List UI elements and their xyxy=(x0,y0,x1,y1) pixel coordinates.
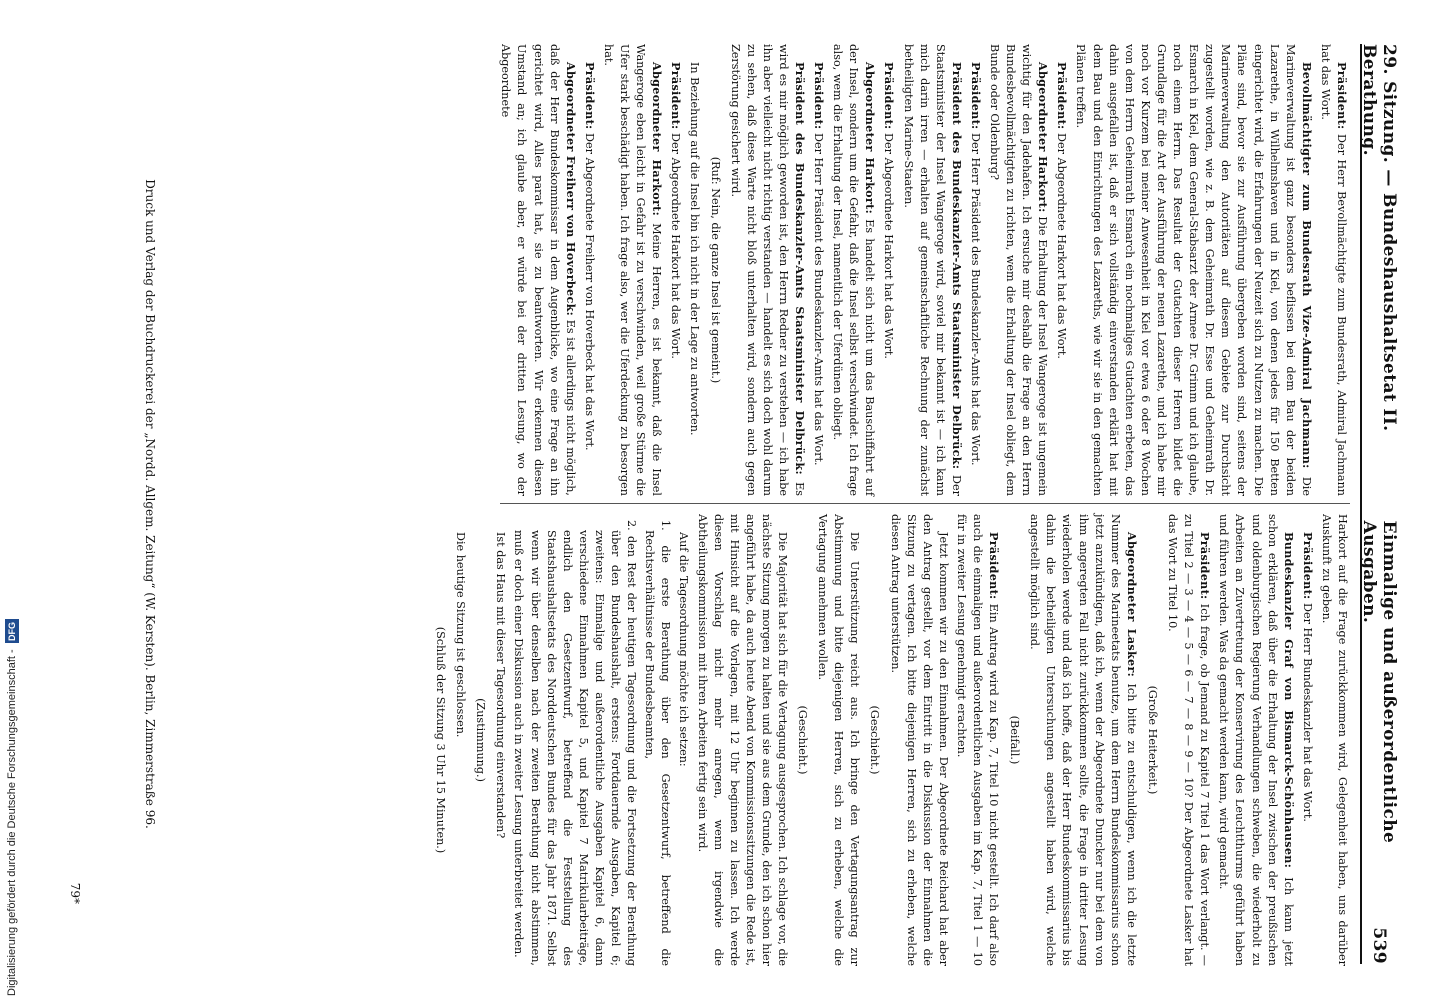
paragraph-text: Die heutige Sitzung ist geschlossen. xyxy=(454,532,468,738)
speaker-name: Abgeordneter Harkort: xyxy=(863,62,878,215)
paragraph-text: Ich kann jetzt schon erklären, daß über die Erhaltung der Insel zwischen der preußischen und oldenburgischen Regierung Verhandlungen schweben, die wiederholt zu Arbeiten an Zuvertretung der Konservirung des Leuchtthurms geführt haben und führen werden. Was da gemacht werden kann, wird gemacht. xyxy=(1217,514,1295,966)
paragraph xyxy=(880,44,897,496)
speaker-name: Präsident: xyxy=(1198,532,1213,600)
paragraph xyxy=(510,514,639,966)
paragraph-text: Die Erhaltung der Insel Wangeroge ist ungemein wichtig für den Jadehafen. Ich ersuche mir deshalb die Frage an den Herrn Bundesbevollmächtigten zu richten, wem die Erhaltung der Insel obliegt, dem Bunde oder Oldenburg? xyxy=(988,44,1050,496)
paragraph xyxy=(794,514,810,966)
paragraph-text: Es ist allerdings nicht möglich, daß der Herr Bundeskommissar in dem Augenblicke, wo eine Frage an ihn gerichtet wird, Alles parat hat, sie zu beantworten. Wir erkennen diesen Umstand an; ich glaube aber, er würde bei der dritten Lesung, wo der Abgeordnete xyxy=(499,44,577,496)
speaker-name: Präsident: xyxy=(1300,532,1315,600)
signature-mark: 79* xyxy=(68,882,82,904)
digitization-text: Digitalisierung gefördert durch die Deutsche Forschungsgemeinschaft - xyxy=(6,649,18,996)
column-divider xyxy=(500,503,1350,504)
left-column xyxy=(495,44,1350,496)
speaker-name: Präsident des Bundeskanzler-Amts Staatsminister Delbrück: xyxy=(949,62,964,470)
paragraph xyxy=(472,514,488,966)
paragraph xyxy=(886,514,950,966)
paragraph xyxy=(667,44,684,496)
paragraph xyxy=(829,44,878,496)
paragraph xyxy=(866,514,882,966)
paragraph xyxy=(686,44,702,496)
paragraph-text: (Schluß der Sitzung 3 Uhr 15 Minuten.) xyxy=(434,626,448,854)
paragraph xyxy=(1318,514,1350,966)
paragraph-text: Die Majorität hat sich für die Vertagung ausgesprochen. Ich schlage vor, die nächste Sitzung morgen zu halten und sie aus dem Grunde, den ich schon hier angeführt habe, da auch heute Abend von Kommissionssitzungen die Rede ist, mit Hinsicht auf die Vorlagen, mit 12 Uhr beginnen zu lassen. Ich werde diesen Vorschlag nicht mehr anregen, wenn irgendwie die Abtheilungskommission mit ihren Arbeiten fertig sein wird. xyxy=(695,514,789,966)
paragraph xyxy=(953,514,1002,966)
paragraph-text: Harkort auf die Frage zurückkommen wird, Gelegenheit haben, uns darüber Auskunft zu geben. xyxy=(1319,514,1349,966)
paragraph xyxy=(1299,514,1316,966)
speaker-name: Präsident: xyxy=(968,62,983,130)
header-left-title: 29. Sitzung. — Bundeshaushaltsetat II. Berathung. xyxy=(1359,44,1399,432)
paragraph-text: Der Herr Bundeskanzler hat das Wort. xyxy=(1300,603,1314,822)
paragraph-text: (Große Heiterkeit.) xyxy=(1145,685,1159,795)
speaker-name: Präsident: xyxy=(1055,62,1070,130)
speaker-name: Bundeskanzler Graf von Bismarck-Schönhausen: xyxy=(1281,532,1296,869)
paragraph-text: Der Staatsminister der Insel Wangeroge wird, soviel mir bekannt ist — ich kann mich darin irren — erhalten auf gemeinschaftliche Rechnung der zunächst betheiligten Marine-Staaten. xyxy=(901,44,963,496)
paragraph xyxy=(727,44,808,496)
speaker-name: Bevollmächtigter zum Bundesrath Vize-Admiral Jachmann: xyxy=(1299,62,1314,469)
paragraph-text: (Ruf: Nein, die ganze Insel ist gemeint.) xyxy=(708,156,722,384)
speaker-name: Präsident: xyxy=(882,62,897,130)
page-number: 539 xyxy=(1369,927,1389,964)
paragraph xyxy=(1215,514,1296,966)
speaker-name: Präsident des Bundeskanzler-Amts Staatsminister Delbrück: xyxy=(793,62,807,475)
paragraph xyxy=(706,44,722,496)
paragraph xyxy=(1317,44,1350,496)
speaker-name: Präsident: xyxy=(669,62,684,130)
paragraph xyxy=(452,514,468,966)
printer-imprint: Druck und Verlag der Buchdruckerei der „Nordd. Allgem. Zeitung“ (W. Kersten). Berlin, Zimmerstraße 96. xyxy=(143,179,157,829)
speaker-name: Abgeordneter Lasker: xyxy=(1124,532,1139,678)
paragraph xyxy=(675,514,691,966)
paragraph xyxy=(693,514,790,966)
paragraph-text: Die Marineverwaltung ist ganz besonders beflissen bei dem Bau der beiden Lazarethe, in Wilhelmshaven und in Kiel, von denen jedes für 150 Betten eingerichtet wird, die Erfahrungen der Neuzeit sich zu Nutzen zu machen. Die Pläne sind, bevor sie zur Ausführung übergeben worden sind, seitens der Marineverwaltung den Autoritäten auf diesem Gebiete zur Durchsicht zugestellt worden, wie z. B. dem Geheimrath Dr. Esse und Geheimrath Dr. Esmarch in Kiel, dem General-Stabsarzt der Armee Dr. Grimm und ich glaube, noch einem Herrn. Das Resultat der Gutachten dieser Herren bildet die Grundlage für die Art der Ausführung der neuen Lazarethe, und ich habe mir noch vor Kurzem bei meiner Anwesenheit in Kiel vor etwa 6 oder 8 Wochen von dem Herrn Geheimrath Esmarch ein nochmaliges Gutachten erbeten, das dahin ausgefallen ist, daß er sich vollständig einverstanden erklärt hat mit dem Bau und den Einrichtungen des Lazareths, wie wir sie in den gemachten Plänen treffen. xyxy=(1074,44,1313,496)
paragraph-text: Der Herr Bevollmächtigte zum Bundesrath, Admiral Jachmann hat das Wort. xyxy=(1318,44,1348,496)
paragraph-text: Der Herr Präsident des Bundeskanzler-Amts hat das Wort. xyxy=(812,133,826,466)
paragraph-text: Es handelt sich nicht um das Bauschiffahrt auf der Insel, sondern um die Gefahr, daß die Insel selbst verschwindet. Ich frage also, wem die Erhaltung der Insel, namentlich der Uferdünen obliegt. xyxy=(831,44,877,497)
speaker-name: Abgeordneter Freiherr von Hoverbeck: xyxy=(563,62,578,317)
paragraph-text: (Zustimmung.) xyxy=(474,698,488,782)
paragraph xyxy=(641,514,673,966)
paragraph xyxy=(432,514,448,966)
paragraph xyxy=(967,44,984,496)
paragraph xyxy=(899,44,964,496)
paragraph-text: Der Abgeordnete Harkort hat das Wort. xyxy=(882,133,896,359)
paragraph-text: (Geschieht.) xyxy=(796,705,810,775)
paragraph xyxy=(1072,44,1314,496)
paragraph-text: Der Herr Präsident des Bundeskanzler-Amts hat das Wort. xyxy=(968,133,982,466)
paragraph-text: Der Abgeordnete Freiherr von Hoverbeck hat das Wort. xyxy=(582,133,596,451)
paragraph-text: (Beifall.) xyxy=(1008,715,1022,765)
digitization-note xyxy=(4,586,20,996)
paragraph xyxy=(1006,514,1022,966)
paragraph xyxy=(1026,514,1140,966)
paragraph xyxy=(814,514,862,966)
dfg-logo: DFG xyxy=(5,619,19,643)
speaker-name: Präsident: xyxy=(582,62,597,130)
paragraph xyxy=(581,44,598,496)
paragraph-text: Ich bitte zu entschuldigen, wenn ich die letzte Nummer des Marineetats benutze, um dem Herrn Bundeskommissarius schon jetzt anzukündigen, daß ich, wenn der Abgeordnete Duncker nur bei dem von ihm angeregten Fall nicht zurückkommen sollte, die Frage in dritter Lesung wiederholen werde und daß ich hoffe, daß der Herr Bundeskommissarius bis dahin die betheiligten Untersuchungen angestellt haben wird, welche angestellt möglich sind. xyxy=(1028,514,1138,966)
paragraph xyxy=(492,514,508,966)
paragraph-text: Auf die Tagesordnung möchte ich setzen: xyxy=(677,532,691,767)
paragraph-text: Ist das Haus mit dieser Tagesordnung einverstanden? xyxy=(494,532,508,839)
paragraph-text: Meine Herren, es ist bekannt, daß die Insel Wangeroge eben leicht in Gefahr ist zu verschwinden, weil große Stürme die Ufer stark beschädigt haben. Ich frage also, wer die Uferdeckung zu besorgen hat. xyxy=(601,44,664,496)
paragraph-text: Es wird es mir möglich geworden ist, den Herrn Redner zu verstehen — ich habe ihn aber vielleicht nicht richtig verstanden — handelt es sich doch wohl darum zu sehen, daß diese Warte nicht bloß unterhalten wird, sondern auch gegen Zerstörung gesichert wird. xyxy=(728,44,806,496)
paragraph-text: (Geschieht.) xyxy=(868,705,882,775)
paragraph xyxy=(1144,514,1160,966)
paragraph xyxy=(497,44,578,496)
page-header xyxy=(1359,44,1399,964)
paragraph-text: Ich frage, ob Jemand zu Kapitel 7 Titel 1 das Wort verlangt. — zu Titel 2 — 3 — 4 — 5 — 6 — 7 — 8 — 9 — 10? Der Abgeordnete Lasker hat das Wort zu Titel 10. xyxy=(1166,514,1212,966)
document-page xyxy=(32,4,1412,994)
speaker-name: Abgeordneter Harkort: xyxy=(650,62,665,217)
paragraph-text: 2. den Rest der heutigen Tagesordnung und die Fortsetzung der Berathung über den Bundeshaushalt, erstens: Fortdauernde Ausgaben, Kapitel 6; zweitens: Einmalige und außerordentliche Ausgaben Kapitel 6, dann verschiedene Einnahmen Kapitel 5, und Kapitel 7 Matrikularbeiträge, endlich den Gesetzentwurf, betreffend die Feststellung des Staatshaushaltsetats des Norddeutschen Bundes für das Jahr 1871. Selbst wenn wir über denselben nach der zweiten Berathung nicht abstimmen, muß er doch einer Diskussion auch in zweiter Lesung unterbreitet werden. xyxy=(512,520,639,966)
paragraph xyxy=(600,44,665,496)
paragraph xyxy=(986,44,1051,496)
speaker-name: Abgeordneter Harkort: xyxy=(1036,62,1051,213)
paragraph-text: Der Abgeordnete Harkort hat das Wort. xyxy=(1055,133,1069,359)
header-right-title: Einmalige und außerordentliche Ausgaben. xyxy=(1359,520,1399,844)
paragraph-text: Der Abgeordnete Harkort hat das Wort. xyxy=(669,133,683,359)
paragraph xyxy=(810,44,827,496)
paragraph-text: Jetzt kommen wir zu den Einnahmen. Der Abgeordnete Reichard hat aber den Antrag gestellt, vor dem Eintritt in die Diskussion der Einnahmen die Sitzung zu vertagen. Ich bitte diejenigen Herren, sich zu erheben, welche diesen Antrag unterstützen. xyxy=(888,514,950,966)
paragraph-text: 1. die erste Berathung über den Gesetzentwurf, betreffend die Rechtsverhältnisse der Bundesbeamten, xyxy=(643,520,673,966)
speaker-name: Präsident: xyxy=(812,62,827,130)
paragraph xyxy=(1053,44,1070,496)
paragraph-text: Ein Antrag wird zu Kap. 7, Titel 10 nicht gestellt. Ich darf also auch die einmaligen und außerordentlichen Ausgaben im Kap. 7, Titel 1 — 10 für in zweiter Lesung genehmigt erachten. xyxy=(954,514,1001,966)
paragraph-text: In Beziehung auf die Insel bin ich nicht in der Lage zu antworten. xyxy=(688,62,702,436)
paragraph-text: Die Unterstützung reicht aus. Ich bringe den Vertagungsantrag zur Abstimmung und bitte diejenigen Herren, sich zu erheben, welche die Vertagung annehmen wollen. xyxy=(816,514,862,966)
paragraph xyxy=(1164,514,1213,966)
right-column xyxy=(428,514,1350,966)
speaker-name: Präsident: xyxy=(987,532,1002,600)
speaker-name: Präsident: xyxy=(1335,62,1349,130)
